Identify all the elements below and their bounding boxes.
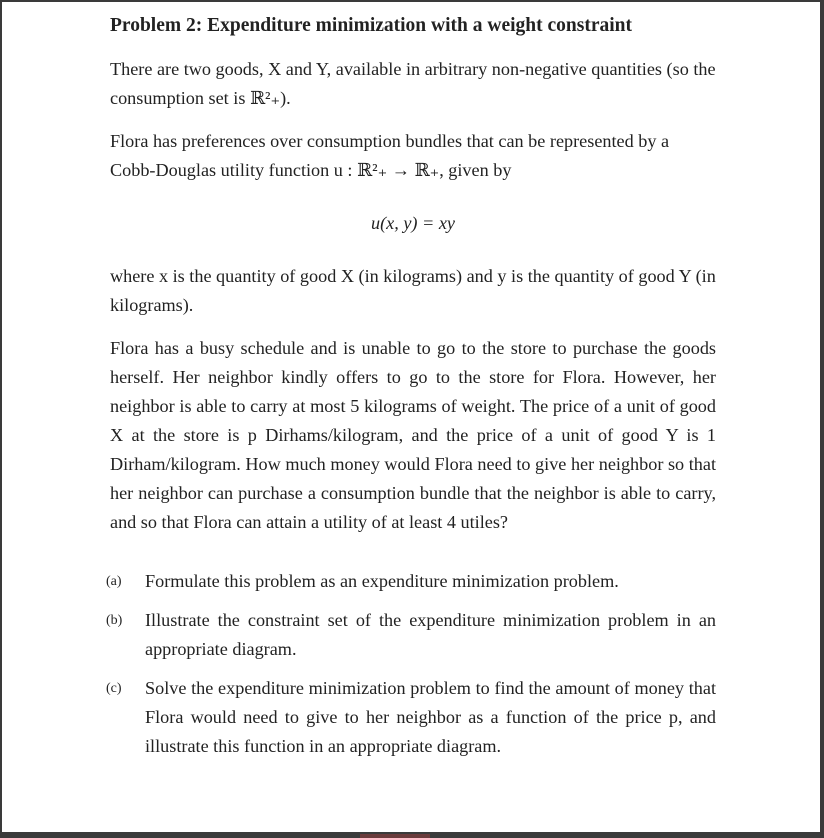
utility-equation: u(x, y) = xy (371, 213, 455, 233)
paragraph-goods: There are two goods, X and Y, available in arbitrary non-negative quantities (so the consumption set is ℝ²₊). (110, 59, 716, 108)
part-text: Formulate this problem as an expenditure minimization problem. (145, 571, 619, 591)
part-text: Illustrate the constraint set of the expenditure minimization problem in an appropriate diagram. (145, 610, 716, 659)
document-page (2, 2, 820, 832)
question-part-b (106, 606, 716, 664)
paragraph-preferences: Flora has preferences over consumption bundles that can be represented by a Cobb-Douglas utility function u : ℝ²₊ → ℝ₊, given by (110, 131, 670, 180)
part-label: (c) (106, 681, 122, 696)
viewer-bottom-bar (0, 832, 824, 838)
question-part-c (106, 674, 716, 761)
paragraph-scenario: Flora has a busy schedule and is unable to go to the store to purchase the goods herself. Her neighbor kindly offers to go to the store for Flora. However, her neighbor is able to carry at most 5 kilograms of weight. The price of a unit of good X at the store is p Dirhams/kilogram, and the price of a unit of good Y is 1 Dirham/kilogram. How much money would Flora need to give her neighbor so that her neighbor can purchase a consumption bundle that the neighbor is able to carry, and so that Flora can attain a utility of at least 4 utiles? (110, 338, 716, 532)
question-part-a (106, 567, 716, 596)
part-text: Solve the expenditure minimization problem to find the amount of money that Flora would need to give to her neighbor as a function of the price p, and illustrate this function in an appropriate diagram. (145, 678, 716, 756)
problem-title: Problem 2: Expenditure minimization with a weight constraint (110, 15, 632, 36)
part-label: (a) (106, 574, 122, 589)
scroll-indicator (360, 834, 430, 838)
problem-content (106, 12, 716, 771)
question-parts (106, 567, 716, 761)
paragraph-quantities: where x is the quantity of good X (in kilograms) and y is the quantity of good Y (in kilograms). (110, 266, 716, 315)
part-label: (b) (106, 613, 123, 628)
